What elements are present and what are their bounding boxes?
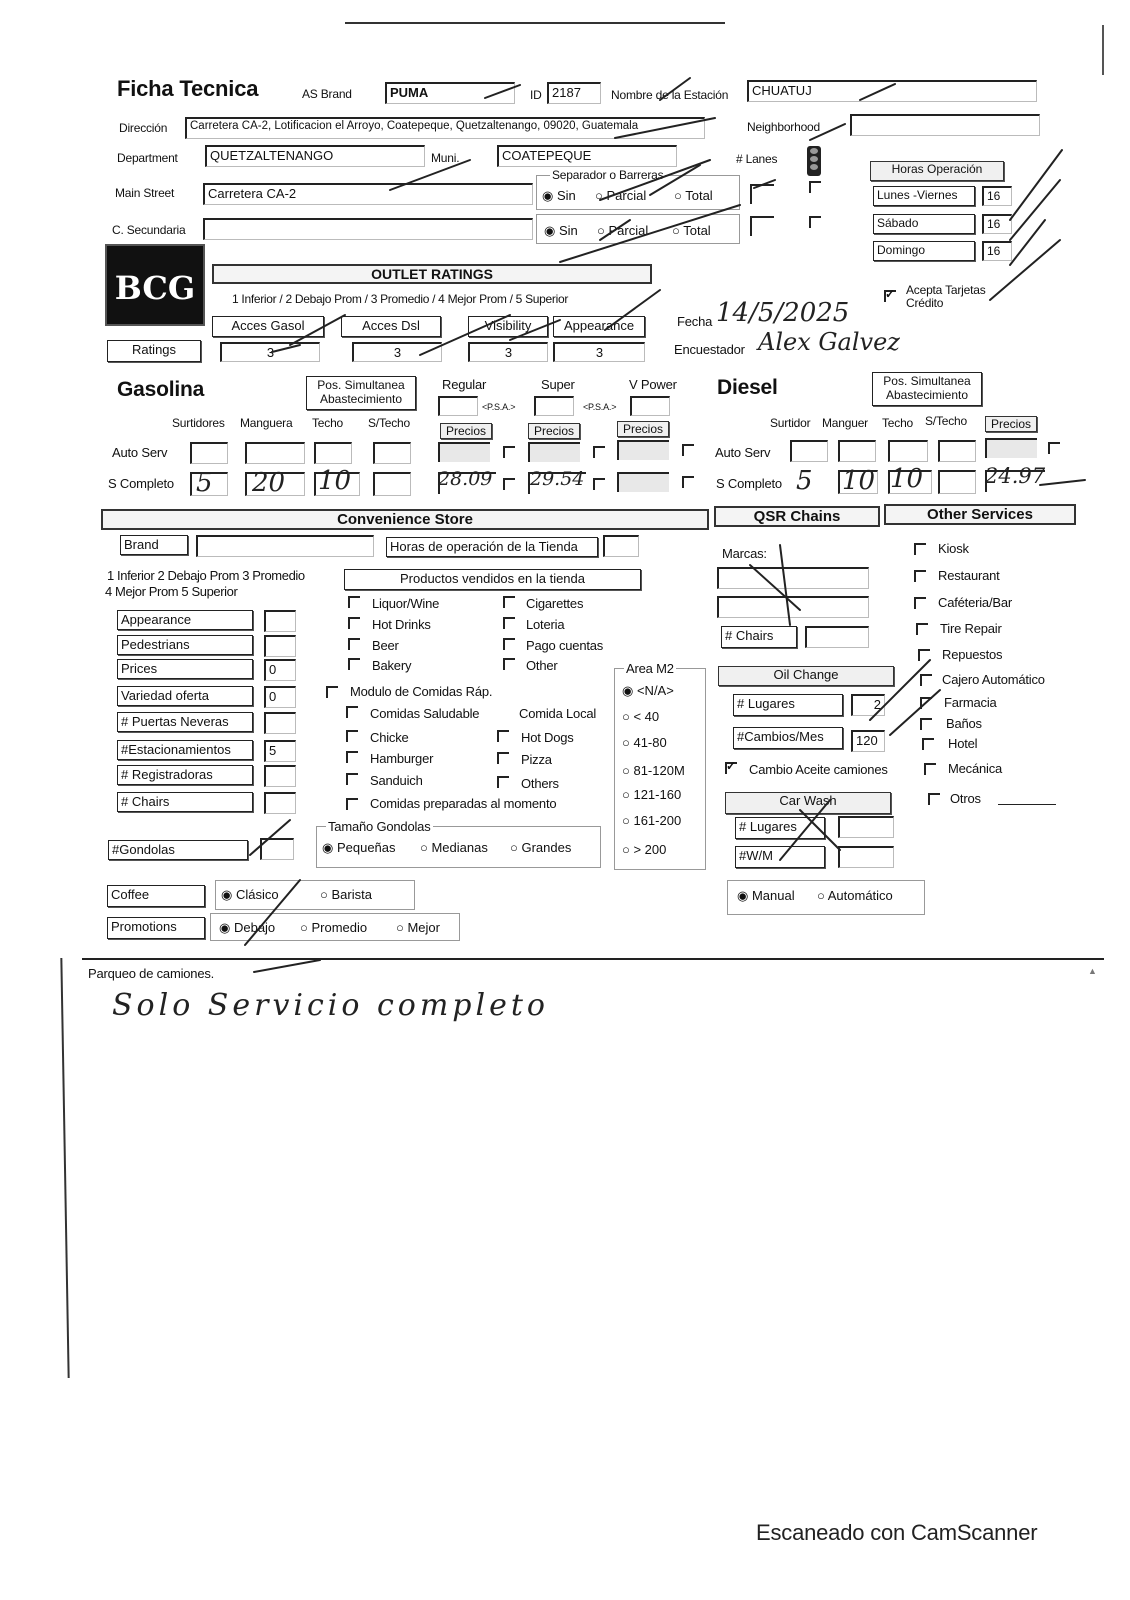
store-scale-1: 1 Inferior 2 Debajo Prom 3 Promedio	[107, 568, 305, 583]
saturday-label: Sábado	[873, 214, 975, 234]
area-option-label: > 200	[633, 842, 667, 857]
acces-gasol-value[interactable]: 3	[220, 342, 320, 362]
other-service-label: Mecánica	[948, 761, 1003, 776]
comida-local-label: Comida Local	[519, 706, 597, 721]
as-brand-field[interactable]: PUMA	[385, 82, 515, 104]
marcas-label: Marcas:	[722, 546, 767, 561]
area-m2-label: Area M2	[626, 661, 674, 676]
oil-lugares-label: # Lugares	[733, 694, 843, 716]
coffee-classic-radio[interactable]: ◉ Clásico	[221, 887, 279, 902]
other-services-header: Other Services	[884, 504, 1076, 525]
fastfood-label: Hamburger	[370, 751, 434, 766]
gas-sc-regular-price-value: 28.09	[438, 468, 493, 490]
other-service-label: Farmacia	[944, 695, 997, 710]
gas-sc-surtidores-value: 5	[196, 468, 213, 498]
weekdays-label: Lunes -Viernes	[873, 186, 975, 206]
secondary-street-label: C. Secundaria	[112, 223, 186, 237]
store-metric-label: Pedestrians	[117, 635, 253, 655]
appearance-value[interactable]: 3	[553, 342, 645, 362]
diesel-auto-serv-label: Auto Serv	[715, 445, 771, 460]
separator-parcial-radio[interactable]: ○ Parcial	[595, 188, 647, 203]
station-name-field[interactable]: CHUATUJ	[747, 80, 1037, 102]
ratings-label: Ratings	[107, 340, 201, 362]
car-wash-lugares-label: # Lugares	[735, 817, 825, 839]
promo-mejor-radio[interactable]: ○ Mejor	[396, 920, 440, 935]
surtidores-label: Surtidores	[172, 416, 225, 430]
car-wash-manual-radio[interactable]: ◉ Manual	[737, 888, 795, 903]
address-label: Dirección	[119, 121, 168, 135]
muni-label: Muni.	[431, 151, 460, 165]
diesel-stecho-label: S/Techo	[925, 414, 967, 428]
gasolina-title: Gasolina	[117, 378, 205, 401]
area-option-label: <N/A>	[636, 683, 674, 698]
super-label: Super	[541, 377, 575, 392]
store-metric-label: Prices	[117, 659, 253, 679]
gondola-medium-radio[interactable]: ○ Medianas	[420, 840, 488, 855]
fastfood-label: Comidas Saludable	[370, 706, 480, 721]
weekdays-hours-field[interactable]: 16	[982, 186, 1012, 206]
appearance-label: Appearance	[553, 316, 645, 337]
bcg-logo: BCG	[107, 246, 203, 324]
diesel-sc-manguer-value: 10	[842, 466, 876, 496]
area-option-label: 41-80	[633, 735, 667, 750]
fastfood-label: Hot Dogs	[521, 730, 574, 745]
other-service-label: Caféteria/Bar	[938, 595, 1012, 610]
muni-field[interactable]: COATEPEQUE	[497, 145, 677, 167]
camscanner-footer: Escaneado con CamScanner	[756, 1520, 1038, 1545]
oil-cambios-field[interactable]: 120	[851, 730, 885, 752]
store-brand-label: Brand	[120, 535, 188, 555]
product-label: Bakery	[372, 658, 412, 673]
gondola-size-label: Tamaño Gondolas	[328, 819, 431, 834]
area-option-radio[interactable]: ○ 161-200	[622, 813, 682, 828]
diesel-title: Diesel	[717, 376, 778, 399]
department-field[interactable]: QUETZALTENANGO	[205, 145, 425, 167]
store-metric-field[interactable]: 0	[264, 686, 296, 708]
psa-label-2: <P.S.A.>	[583, 402, 617, 412]
store-metric-label: Variedad oferta	[117, 686, 253, 706]
diesel-surtidor-label: Surtidor	[770, 416, 811, 430]
ratings-scale: 1 Inferior / 2 Debajo Prom / 3 Promedio / 4 Mejor Prom / 5 Superior	[232, 292, 569, 306]
gas-s-completo-label: S Completo	[108, 476, 174, 491]
gas-sc-super-price-value: 29.54	[530, 468, 585, 490]
diesel-s-completo-label: S Completo	[716, 476, 782, 491]
encuestador-label: Encuestador	[674, 342, 745, 357]
store-metric-label: # Registradoras	[117, 765, 253, 785]
sunday-label: Domingo	[873, 241, 975, 261]
area-option-radio[interactable]: ○ 81-120M	[622, 763, 685, 778]
gondolas-label: #Gondolas	[108, 840, 248, 860]
oil-cambios-label: #Cambios/Mes	[733, 727, 843, 749]
gas-sc-mangueras-value: 20	[252, 468, 286, 498]
products-sold-label: Productos vendidos en la tienda	[344, 569, 641, 590]
coffee-barista-radio[interactable]: ○ Barista	[320, 887, 372, 902]
gas-sc-techo-value: 10	[318, 466, 352, 496]
acces-gasol-label: Acces Gasol	[212, 316, 324, 337]
fastfood-label: Others	[521, 776, 559, 791]
mangueras-label: Manguera	[240, 416, 293, 430]
other-service-label: Cajero Automático	[942, 672, 1045, 687]
gondola-small-radio[interactable]: ◉ Pequeñas	[322, 840, 396, 855]
diesel-sc-surtidor-value: 5	[796, 466, 813, 496]
area-option-radio[interactable]: ○ > 200	[622, 842, 667, 857]
store-metric-field[interactable]: 5	[264, 740, 296, 762]
regular-label: Regular	[442, 377, 487, 392]
psa-label-1: <P.S.A.>	[482, 402, 516, 412]
prepared-food-label: Comidas preparadas al momento	[370, 796, 557, 811]
acces-dsl-label: Acces Dsl	[341, 316, 441, 337]
notes-label: Parqueo de camiones.	[88, 966, 215, 981]
area-option-label: < 40	[633, 709, 660, 724]
store-metric-field[interactable]: 0	[264, 659, 296, 681]
store-metric-label: # Puertas Neveras	[117, 712, 253, 732]
saturday-hours-field[interactable]: 16	[982, 214, 1012, 234]
gondola-large-radio[interactable]: ○ Grandes	[510, 840, 572, 855]
promo-promedio-radio[interactable]: ○ Promedio	[300, 920, 368, 935]
other-service-label: Repuestos	[942, 647, 1003, 662]
department-label: Department	[117, 151, 178, 165]
outlet-ratings-header: OUTLET RATINGS	[212, 264, 652, 284]
separator-total-radio[interactable]: ○ Total	[674, 188, 713, 203]
id-field[interactable]: 2187	[547, 82, 601, 104]
truck-oil-change-label: Cambio Aceite camiones	[749, 762, 888, 777]
address-field[interactable]: Carretera CA-2, Lotificacion el Arroyo, Coatepeque, Quetzaltenango, 09020, Guatemala	[185, 117, 705, 139]
hours-header: Horas Operación	[870, 161, 1004, 181]
secondary-sin-radio[interactable]: ◉ Sin	[544, 223, 578, 238]
vpower-precios-label: Precios	[617, 421, 669, 437]
area-option-radio[interactable]: ◉ <N/A>	[622, 683, 674, 698]
car-wash-header: Car Wash	[725, 792, 891, 814]
qsr-chairs-label: # Chairs	[721, 626, 797, 648]
area-option-label: 161-200	[633, 813, 682, 828]
diesel-pos-simultanea-label: Pos. Simultanea Abastecimiento	[872, 372, 982, 406]
main-street-field[interactable]: Carretera CA-2	[203, 183, 533, 205]
secondary-parcial-radio[interactable]: ○ Parcial	[597, 223, 649, 238]
fecha-value: 14/5/2025	[716, 298, 850, 328]
area-option-radio[interactable]: ○ < 40	[622, 709, 660, 724]
fastfood-label: Pizza	[521, 752, 552, 767]
fastfood-module-label: Modulo de Comidas Ráp.	[350, 684, 493, 699]
store-metric-label: #Estacionamientos	[117, 740, 253, 760]
other-service-label: Restaurant	[938, 568, 1000, 583]
qsr-chains-header: QSR Chains	[714, 506, 880, 527]
store-metric-label: Appearance	[117, 610, 253, 630]
product-label: Loteria	[526, 617, 565, 632]
area-option-radio[interactable]: ○ 41-80	[622, 735, 667, 750]
separator-label: Separador o Barreras	[552, 168, 664, 182]
promotions-label: Promotions	[107, 917, 205, 939]
techo-label: Techo	[312, 416, 344, 430]
gas-auto-serv-label: Auto Serv	[112, 445, 168, 460]
other-service-label: Baños	[946, 716, 982, 731]
visibility-label: Visibility	[468, 316, 548, 337]
car-wash-wm-label: #W/M	[735, 846, 825, 868]
other-service-label: Tire Repair	[940, 621, 1002, 636]
accept-cards-label: Acepta Tarjetas Crédito	[906, 283, 986, 310]
vpower-label: V Power	[629, 377, 677, 392]
diesel-precios-label: Precios	[985, 416, 1037, 432]
product-label: Hot Drinks	[372, 617, 431, 632]
notes-handwritten: Solo Servicio completo	[112, 988, 549, 1023]
acces-dsl-value[interactable]: 3	[352, 342, 442, 362]
scroll-up-icon[interactable]: ▲	[1088, 966, 1097, 976]
secondary-total-radio[interactable]: ○ Total	[672, 223, 711, 238]
fecha-label: Fecha	[677, 314, 713, 329]
store-hours-label: Horas de operación de la Tienda	[386, 537, 598, 557]
station-name-label: Nombre de la Estación	[611, 88, 729, 102]
product-label: Other	[526, 658, 558, 673]
id-label: ID	[530, 88, 542, 102]
super-precios-label: Precios	[528, 423, 580, 439]
car-wash-auto-radio[interactable]: ○ Automático	[817, 888, 893, 903]
main-street-label: Main Street	[115, 186, 175, 200]
product-label: Pago cuentas	[526, 638, 604, 653]
lanes-label: # Lanes	[736, 152, 778, 166]
store-metric-label: # Chairs	[117, 792, 253, 812]
visibility-value[interactable]: 3	[468, 342, 548, 362]
other-service-label: Kiosk	[938, 541, 969, 556]
separator-sin-radio[interactable]: ◉ Sin	[542, 188, 576, 203]
oil-change-header: Oil Change	[718, 666, 894, 686]
other-service-label: Otros	[950, 791, 981, 806]
store-scale-2: 4 Mejor Prom 5 Superior	[105, 584, 238, 599]
diesel-sc-techo-value: 10	[890, 464, 924, 494]
oil-lugares-field[interactable]: 2	[851, 694, 885, 716]
product-label: Liquor/Wine	[372, 596, 440, 611]
fastfood-label: Chicke	[370, 730, 409, 745]
convenience-store-header: Convenience Store	[101, 509, 709, 530]
product-label: Cigarettes	[526, 596, 584, 611]
area-option-radio[interactable]: ○ 121-160	[622, 787, 682, 802]
form-title: Ficha Tecnica	[117, 76, 259, 101]
diesel-manguer-label: Manguer	[822, 416, 868, 430]
other-service-label: Hotel	[948, 736, 978, 751]
diesel-sc-price-value: 24.97	[985, 464, 1046, 488]
product-label: Beer	[372, 638, 399, 653]
coffee-label: Coffee	[107, 885, 205, 907]
gas-pos-simultanea-label: Pos. Simultanea Abastecimiento	[306, 376, 416, 410]
encuestador-value: Alex Galvez	[758, 328, 900, 356]
stecho-label: S/Techo	[368, 416, 410, 430]
as-brand-label: AS Brand	[302, 87, 352, 101]
sunday-hours-field[interactable]: 16	[982, 241, 1012, 261]
neighborhood-label: Neighborhood	[747, 120, 820, 134]
regular-precios-label: Precios	[440, 423, 492, 439]
promo-debajo-radio[interactable]: ◉ Debajo	[219, 920, 276, 935]
area-option-label: 81-120M	[633, 763, 685, 778]
diesel-techo-label: Techo	[882, 416, 914, 430]
fastfood-label: Sanduich	[370, 773, 423, 788]
area-option-label: 121-160	[633, 787, 682, 802]
